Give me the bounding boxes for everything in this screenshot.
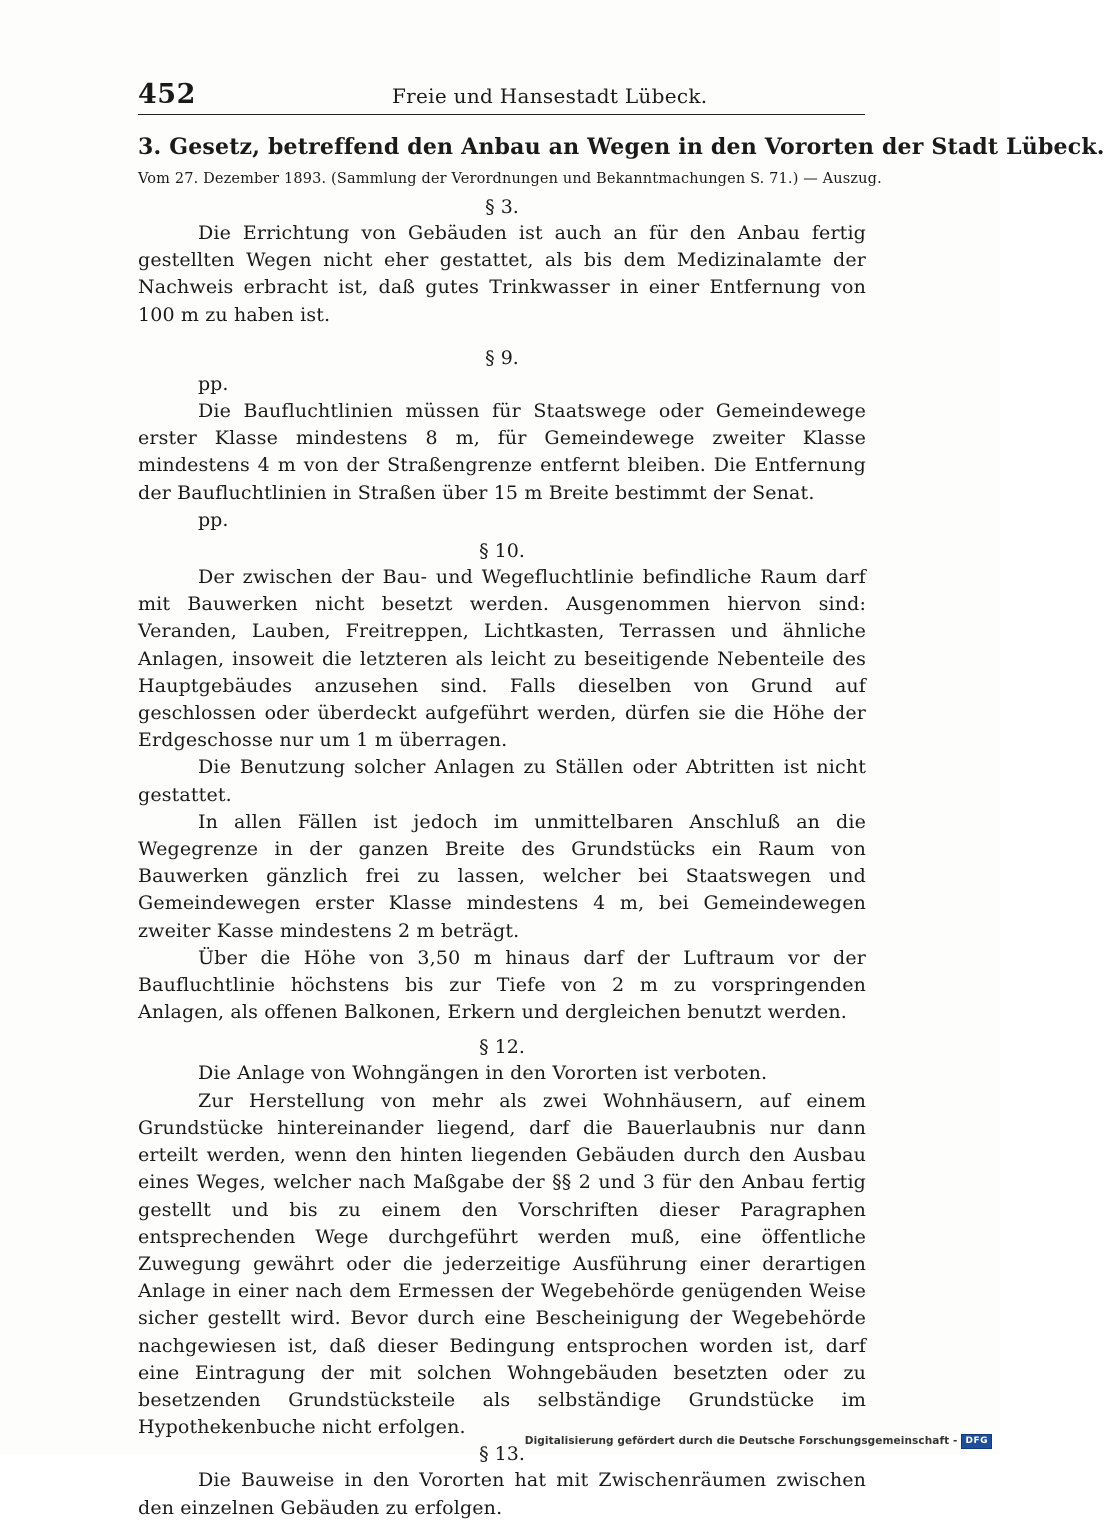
- header-rule: [138, 114, 865, 115]
- law-title: 3. Gesetz, betreffend den Anbau an Wegen in den Vororten der Stadt Lübeck.: [138, 134, 1105, 160]
- credit-text: Digitalisierung gefördert durch die Deutsche Forschungsgemeinschaft -: [524, 1435, 958, 1447]
- paragraph: Über die Höhe von 3,50 m hinaus darf der Luftraum vor der Baufluchtlinie höchstens bis zur Tiefe von 2 m zu vorspringenden Anlagen, als offenen Balkonen, Erkern und dergleichen benutzt werden.: [138, 946, 866, 1024]
- section-9: [138, 345, 866, 534]
- section-heading: § 13.: [479, 1443, 525, 1466]
- paragraph: Zur Herstellung von mehr als zwei Wohnhäusern, auf einem Grundstücke hintereinander liegend, darf die Bauerlaubnis nur dann erteilt werden, wenn den hinten liegenden Gebäuden durch den Ausbau eines Weges, welcher nach Maßgabe der §§ 2 und 3 für den Anbau fertig gestellt und bis zu einem den Vorschriften dieser Paragraphen entsprechenden Wege durchgeführt werden muß, eine öffentliche Zuwegung gewährt oder die jederzeitige Ausführung einer derartigen Anlage in einer nach dem Ermessen der Wegebehörde genügenden Weise sicher gestellt wird. Bevor durch eine Bescheinigung der Wegebehörde nachgewiesen ist, daß dieser Bedingung entsprochen worden ist, darf eine Eintragung der mit solchen Wohngebäuden besetzten oder zu besetzenden Grundstücksteile als selbständige Grundstücke im Hypothekenbuche nicht erfolgen.: [138, 1089, 866, 1439]
- paragraph: Die Anlage von Wohngängen in den Vororten ist verboten.: [198, 1062, 768, 1085]
- paragraph: Die Baufluchtlinien müssen für Staatswege oder Gemeindewege erster Klasse mindestens 8 m, für Gemeindewege zweiter Klasse mindestens 4 m von der Straßengrenze entfernt bleiben. Die Entfernung der Baufluchtlinien in Straßen über 15 m Breite bestimmt der Senat.: [138, 400, 866, 504]
- page-number: 452: [138, 79, 196, 110]
- section-heading: § 3.: [485, 196, 519, 218]
- law-subtitle: Vom 27. Dezember 1893. (Sammlung der Verordnungen und Bekanntmachungen S. 71.) — Auszug.: [138, 171, 882, 187]
- paragraph: Die Bauweise in den Vororten hat mit Zwischenräumen zwischen den einzelnen Gebäuden zu erfolgen.: [138, 1469, 866, 1519]
- paragraph: In allen Fällen ist jedoch im unmittelbaren Anschluß an die Wegegrenze in der ganzen Breite des Grundstücks ein Raum von Bauwerken gänzlich frei zu lassen, welcher bei Staatswegen und Gemeindewegen erster Klasse mindestens 4 m, bei Gemeindewegen zweiter Kasse mindestens 2 m beträgt.: [138, 810, 866, 942]
- section-13: [138, 1441, 866, 1521]
- section-3: [138, 194, 866, 329]
- digitization-credit: [525, 1433, 992, 1449]
- paragraph: Die Errichtung von Gebäuden ist auch an für den Anbau fertig gestellten Wegen nicht eher gestattet, als bis dem Medizinalamte der Nachweis erbracht ist, daß gutes Trinkwasser in einer Entfernung von 100 m zu haben ist.: [138, 222, 866, 326]
- paragraph: Die Benutzung solcher Anlagen zu Ställen oder Abtritten ist nicht gestattet.: [138, 756, 866, 806]
- section-heading: § 9.: [485, 346, 519, 369]
- running-head: Freie und Hansestadt Lübeck.: [392, 84, 708, 108]
- dfg-logo: DFG: [961, 1434, 992, 1449]
- section-heading: § 12.: [479, 1036, 525, 1059]
- section-12: [138, 1034, 866, 1441]
- omission-marker: pp.: [198, 508, 229, 531]
- omission-marker: pp.: [198, 372, 229, 395]
- section-10: [138, 538, 866, 1026]
- page-header: [138, 78, 865, 118]
- paragraph: Der zwischen der Bau- und Wegefluchtlinie befindliche Raum darf mit Bauwerken nicht besetzt werden. Ausgenommen hiervon sind: Veranden, Lauben, Freitreppen, Lichtkasten, Terrassen und ähnliche Anlagen, insoweit die letzteren als leicht zu beseitigende Nebenteile des Hauptgebäudes anzusehen sind. Falls dieselben von Grund auf geschlossen oder überdeckt aufgeführt werden, dürfen sie die Höhe der Erdgeschosse nur um 1 m überragen.: [138, 566, 866, 752]
- section-heading: § 10.: [479, 540, 525, 563]
